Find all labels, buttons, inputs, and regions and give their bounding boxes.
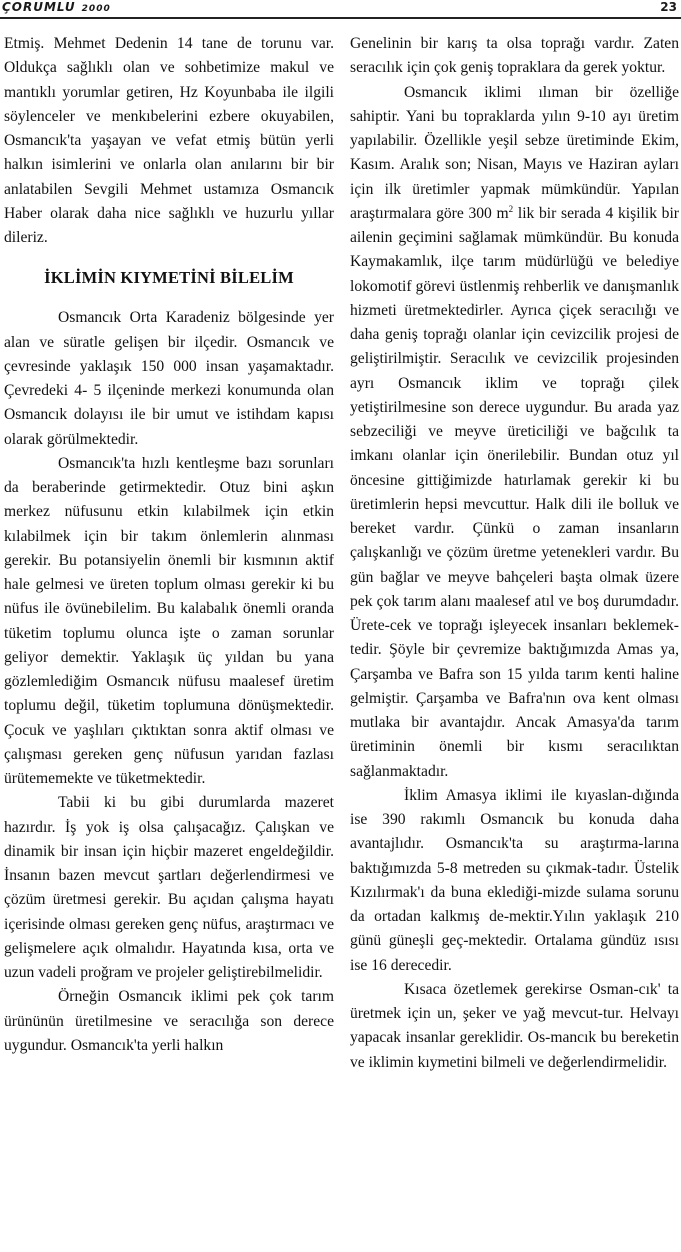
paragraph-land: Genelinin bir karış ta olsa toprağı vardır. Zaten seracılık için çok geniş topraklara da gerek yoktur.	[350, 35, 679, 77]
paragraph-amasya: İklim Amasya iklimi ile kıyaslan-dığında ise 390 rakımlı Osmancık bu konuda daha avantajlıdır. Osmancık'ta su araştırma-larına baktığımızda 5-8 metreden su çıkmak-tadır. Üstelik Kızılırmak'ı da buna eklediği-mizde sulama sorunu da ortadan kalkmış de-mektir.Yılın yaklaşık 210 günü güneşli geç-mektedir. Ortalama gündüz ısısı ise 16 derecedir.	[350, 786, 679, 974]
paragraph-climate-part1: Osmancık iklimi ılıman bir özelliğe sahiptir. Yani bu topraklarda yılın 9-10 ayı üretim yapılabilir. Özellikle yeşil sebze üretiminde Ekim, Kasım. Aralık son; Nisan, Mayıs ve Haziran ayları için ilk üretimler yapmak mümkündür. Yapılan araştırmalara göre 300 m	[350, 83, 679, 222]
paragraph-urbanization: Osmancık'ta hızlı kentleşme bazı sorunları da beraberinde getirmektedir. Otuz bini aşkın merkez nüfusunu etkin kılabilmek için etkin kılabilmek için bir takım önlemlerin alınması gerekir. Bu potansiyelin önemli bir kısmının aktif hale gelmesi ve üreten toplum olması gerekir ki bu nüfus ile övünebilelim. Bu kalabalık önemli oranda tüketim toplumu olunca işte o zaman sorunlar geliyor demektir. Yaklaşık üç yıldan bu yana gözlemlediğim Osmancık nüfusu maalesef üretim toplumu değil, tüketim toplumuna dönüşmektedir. Çocuk ve yaşlıları çıktıktan sonra aktif olması ve çalışması gereken genç nüfusun yarıdan fazlası ürütememekte ve tüketmektedir.	[4, 454, 334, 787]
masthead	[2, 0, 111, 14]
page-number: 23	[660, 0, 677, 14]
paragraph-intro: Osmancık Orta Karadeniz bölgesinde yer alan ve süratle gelişen bir ilçedir. Osmancık ve çevresinde yaklaşık 150 000 insan yaşamaktadır. Çevredeki 4- 5 ilçeninde merkezi konumunda olan Osmancık dolayısı ile bir umut ve istihdam kapısı olarak görülmektedir.	[4, 309, 334, 448]
paragraph-excuses: Tabii ki bu gibi durumlarda mazeret hazırdır. İş yok iş olsa çalışacağız. Çalışkan ve dinamik bir insan için hiçbir mazeret engeldeğildir. İnsanın bazen mevcut şartları değerlendirmesi ve çözüm üretmesi gerekir. Bu açıdan çalışma hayatı içerisinde olması gereken genç nüfus, araştırmacı ve gelişmelere açık olmalıdır. Hayatında kısa, orta ve uzun vadeli proğram ve projeler geliştirebilmelidir.	[4, 794, 334, 981]
paragraph-climate-part2: lik bir serada 4 kişilik bir ailenin geçimini sağlamak mümkündür. Bu konuda Kaymakamlık, ilçe tarım müdürlüğü ve belediye lokomotif görevi üstlenmiş rehberlik ve danışmanlık hizmeti üretmektedirler. Ayrıca çiçek seracılığı ve daha geniş toprağı olanlar için cevizcilik projesi de geliştirilmiştir. Seracılık ve cevizcilik projesinden ayrı Osmancık iklim ve toprağı çilek yetiştirilmesine son derece uygundur. Bu arada yaz sebzeciliği ve meyve üreticiliği ve bağcılık ta imkanı olanlar için önerilebilir. Bundan otuz yıl öncesine gittiğimizde hatırlamak gerekir ki bu üretimlerin hepsi mevcuttur. Halk dili ile bolluk ve bereket vardır. Çünkü o zaman insanların çalışkanlığı ve çözüm üretme yetenekleri vardır. Bu gün bağlar ve meyve bahçeleri başta olmak üzere pek çok tarım alanı maalesef atıl ve boş durumdadır. Ürete-cek ve toprağı işleyecek insanları beklemek-tedir. Şöyle bir çevremize baktığımızda Amas ya, Çarşamba ve Bafra son 15 yılda tarım kenti haline gelmiştir. Çarşamba ve Bafra'nın ova kent olması mutlaka bir avantajdır. Ancak Amasya'da tarım üretiminin önemli bir kısmı seracılıktan sağlanmaktadır.	[350, 204, 679, 780]
left-column	[4, 32, 334, 1058]
article-heading: İKLİMİN KIYMETİNİ BİLELİM	[44, 268, 294, 288]
paragraph-continued: Etmiş. Mehmet Dedenin 14 tane de torunu var. Oldukça sağlıklı olan ve sohbetimize makul ve mantıklı yorumlar getiren, Hz Koyunbaba ile ilgili söylenceler ve menkıbelerini ezbere okuyabilen, Osmancık'ta yaşayan ve vefat etmiş bütün yerli halkın isimlerini ve onlarla olan anılarını bir bir anlatabilen Sevgili Mehmet ustamıza Osmancık Haber olarak daha nice sağlıklı ve huzurlu yıllar dileriz.	[4, 35, 334, 246]
paragraph-summary: Kısaca özetlemek gerekirse Osman-cık' ta üretmek için un, şeker ve yağ mevcut-tur. Helvayı yapacak insanlar gereklidir. Os-mancık bu bereketin ve iklimin kıymetini bilmeli ve değerlendirmelidir.	[350, 980, 679, 1071]
superscript-squared: 2	[508, 203, 514, 214]
page-header	[0, 0, 681, 22]
masthead-year: 2000	[81, 4, 111, 14]
right-column	[350, 32, 679, 1075]
paragraph-climate	[350, 81, 679, 784]
masthead-title: ÇORUMLU	[2, 0, 76, 14]
paragraph-climate-example: Örneğin Osmancık iklimi pek çok tarım ürününün üretilmesine ve seracılığa son derece uygundur. Osmancık'ta yerli halkın	[4, 988, 334, 1054]
header-rule	[0, 17, 681, 19]
